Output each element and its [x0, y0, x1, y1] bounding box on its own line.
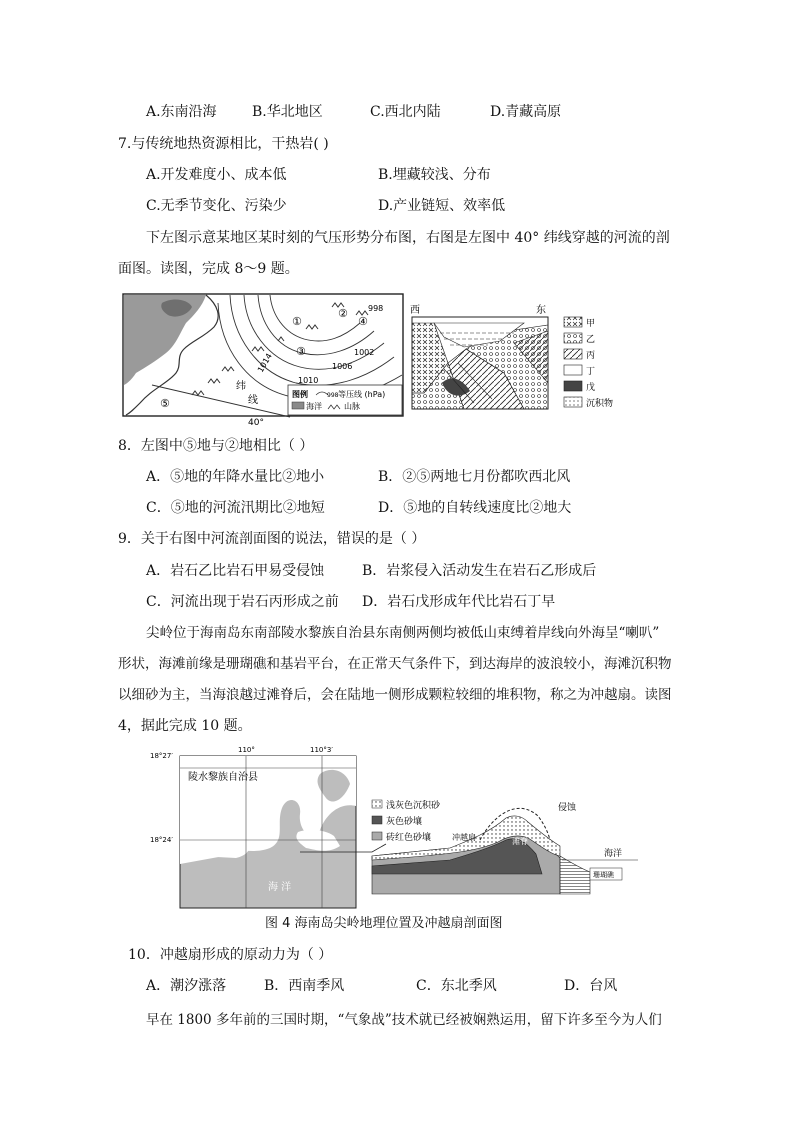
lat-label-wei: 纬 — [236, 381, 246, 392]
figure-4-caption: 图 4 海南岛尖岭地理位置及冲越扇剖面图 — [265, 916, 503, 931]
profile-legend-grey-loam: 灰色砂壤 — [386, 817, 423, 827]
tail-paragraph: 早在 1800 多年前的三国时期，“气象战”技术就已经被娴熟运用，留下许多至今为人们 — [146, 1012, 662, 1028]
q7-stem: 7.与传统地热资源相比，干热岩( ) — [118, 136, 329, 152]
profile-reef-label: 珊瑚礁 — [593, 871, 614, 879]
legend-isobar: 等压线 (hPa) — [338, 390, 386, 399]
profile-ridge-label: 滩脊 — [512, 837, 528, 846]
section-legend-wu: 戊 — [586, 383, 596, 393]
profile-legend-sand: 浅灰色沉积砂 — [386, 801, 441, 811]
q9-option-d: D．岩石戊形成年代比岩石丁早 — [362, 594, 556, 610]
section-legend-ding: 丁 — [586, 367, 596, 377]
q6-option-a: A.东南沿海 — [146, 104, 217, 120]
q10-option-a: A．潮汐涨落 — [146, 978, 227, 994]
q10-option-d: D．台风 — [564, 978, 618, 994]
intro-10-line2: 形状，海滩前缘是珊瑚礁和基岩平台，在正常天气条件下，到达海岸的波浪较小，海滩沉积物 — [118, 656, 672, 672]
river-section-figure — [404, 303, 642, 413]
q7-option-b: B.埋藏较浅、分布 — [378, 167, 491, 183]
section-west: 西 — [410, 305, 420, 316]
q7-option-d: D.产业链短、效率低 — [378, 198, 506, 214]
q7-option-a: A.开发难度小、成本低 — [146, 167, 287, 183]
legend-isobar-value: 998 — [327, 392, 339, 399]
section-legend-sediment: 沉积物 — [586, 399, 614, 409]
profile-sea-label: 海洋 — [604, 849, 623, 859]
legend-mountain: 山脉 — [344, 402, 360, 411]
q10-option-c: C．东北季风 — [416, 978, 497, 994]
map-label-5: ⑤ — [160, 397, 170, 410]
lon-110-3: 110°3′ — [310, 746, 333, 754]
map-label-3: ③ — [296, 345, 306, 358]
hainan-figure — [150, 744, 640, 912]
legend-ocean: 海洋 — [306, 402, 322, 411]
isobar-label-1006: 1006 — [332, 362, 353, 371]
q8-option-a: A．⑤地的年降水量比②地小 — [146, 469, 325, 485]
map-label-1: ① — [292, 315, 302, 328]
q8-stem: 8．左图中⑤地与②地相比（ ） — [118, 438, 314, 454]
q9-stem: 9．关于右图中河流剖面图的说法，错误的是（ ） — [118, 531, 426, 547]
profile-erosion-label: 侵蚀 — [558, 803, 577, 813]
q9-option-b: B．岩浆侵入活动发生在岩石乙形成后 — [362, 563, 597, 579]
q10-stem: 10．冲越扇形成的原动力为（ ） — [128, 947, 333, 963]
q9-option-c: C．河流出现于岩石丙形成之前 — [146, 594, 339, 610]
intro-10-line3: 以细砂为主，当海浪越过滩脊后，会在陆地一侧形成颗粒较细的堆积物，称之为冲越扇。读图 — [118, 687, 672, 703]
sea-label: 海 洋 — [268, 882, 292, 893]
q6-option-d: D.青藏高原 — [490, 104, 562, 120]
lat-label-xian: 线 — [248, 395, 258, 406]
county-label: 陵水黎族自治县 — [188, 772, 258, 783]
q8-option-d: D．⑤地的自转线速度比②地大 — [378, 500, 572, 516]
isobar-label-1014: 1014 — [255, 351, 274, 374]
profile-fan-label: 冲越扇 — [452, 833, 476, 842]
legend-title: 图例 — [292, 390, 308, 399]
lon-110: 110° — [238, 746, 255, 754]
q8-option-c: C．⑤地的河流汛期比②地短 — [146, 500, 325, 516]
intro-10-line1: 尖岭位于海南岛东南部陵水黎族自治县东南侧两侧均被低山束缚着岸线向外海呈“喇叭” — [146, 625, 660, 641]
section-legend-bing: 丙 — [586, 351, 596, 361]
lat-18-24: 18°24′ — [150, 836, 173, 844]
q6-option-b: B.华北地区 — [252, 104, 323, 120]
lat-value: 40° — [248, 418, 264, 425]
isobar-label-1010: 1010 — [298, 376, 319, 385]
q6-option-c: C.西北内陆 — [370, 104, 441, 120]
intro-10-line4: 4，据此完成 10 题。 — [118, 718, 252, 734]
pressure-map-figure — [122, 293, 404, 425]
section-legend-jia: 甲 — [586, 319, 596, 329]
isobar-label-1002: 1002 — [354, 348, 375, 357]
section-east: 东 — [536, 305, 546, 316]
q10-option-b: B．西南季风 — [264, 978, 345, 994]
q7-option-c: C.无季节变化、污染少 — [146, 198, 287, 214]
isobar-label-998: 998 — [368, 304, 384, 313]
lat-18-27: 18°27′ — [150, 752, 173, 760]
profile-legend-red-loam: 砖红色砂壤 — [386, 833, 432, 843]
q8-option-b: B．②⑤两地七月份都吹西北风 — [378, 469, 571, 485]
map-label-4: ④ — [358, 315, 368, 328]
section-legend-yi: 乙 — [586, 335, 596, 345]
intro-8-9-line1: 下左图示意某地区某时刻的气压形势分布图，右图是左图中 40° 纬线穿越的河流的剖 — [146, 230, 670, 246]
intro-8-9-line2: 面图。读图，完成 8～9 题。 — [118, 261, 299, 277]
map-label-2: ② — [338, 307, 348, 320]
q9-option-a: A．岩石乙比岩石甲易受侵蚀 — [146, 563, 325, 579]
